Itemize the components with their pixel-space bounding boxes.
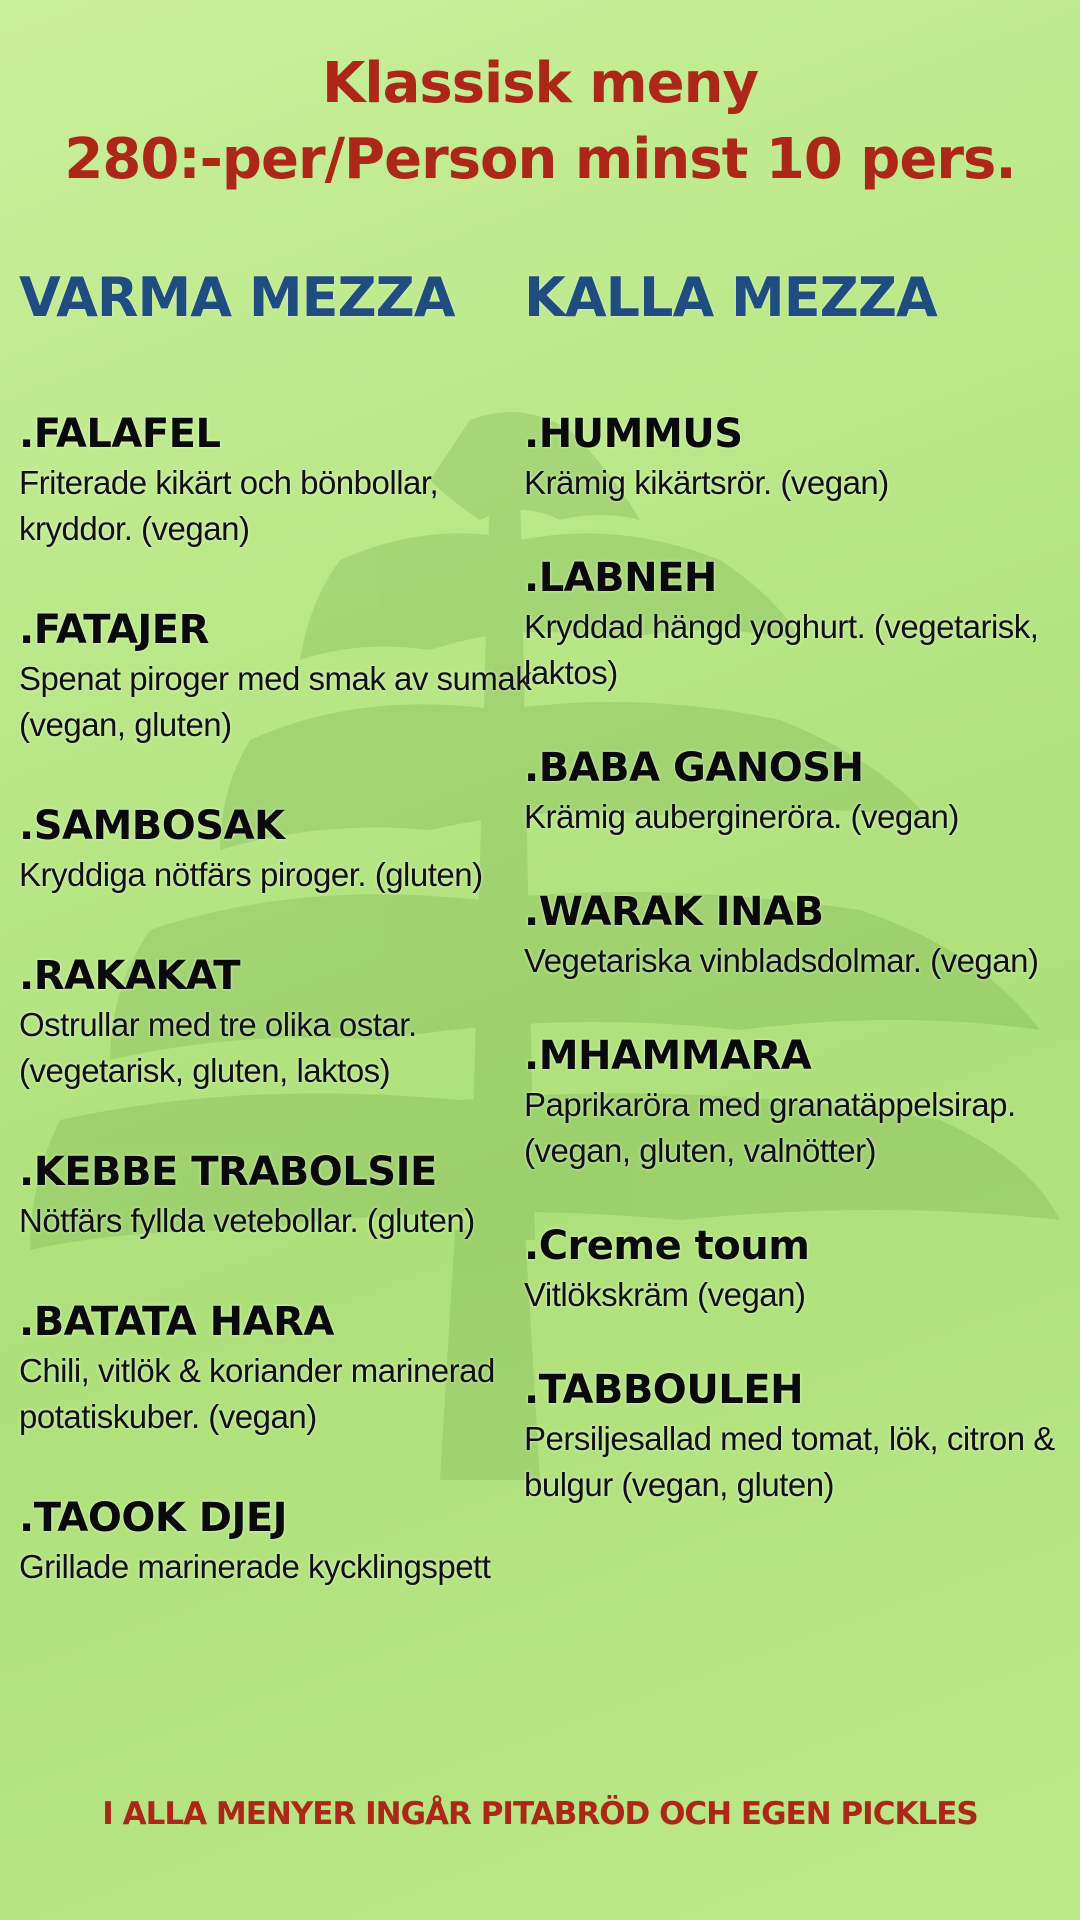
item-description: Paprikaröra med granatäppelsirap. (vegan, gluten, valnötter) — [524, 1086, 1016, 1169]
menu-title: Klassisk meny — [321, 51, 758, 116]
item-name: .BABA GANOSH — [524, 745, 864, 791]
item-name: .LABNEH — [524, 555, 717, 601]
item-description: Ostrullar med tre olika ostar. (vegetarisk, gluten, laktos) — [19, 1006, 417, 1089]
item-name: .WARAK INAB — [524, 889, 824, 935]
item-description: Chili, vitlök & koriander marinerad potatiskuber. (vegan) — [19, 1352, 495, 1435]
item-description: Kryddad hängd yoghurt. (vegetarisk, laktos) — [524, 608, 1039, 691]
cold-mezza-heading: KALLA MEZZA — [524, 266, 937, 329]
item-description: Nötfärs fyllda vetebollar. (gluten) — [19, 1202, 475, 1239]
menu-item — [19, 408, 539, 552]
price-line: 280:-per/Person minst 10 pers. — [64, 127, 1016, 192]
item-description: Krämig aubergineröra. (vegan) — [524, 798, 959, 835]
item-name: .FALAFEL — [19, 411, 221, 457]
item-name: .FATAJER — [19, 607, 209, 653]
menu-item — [524, 886, 1064, 984]
item-description: Spenat piroger med smak av sumak (vegan, gluten) — [19, 660, 532, 743]
item-name: .TABBOULEH — [524, 1367, 804, 1413]
menu-item — [524, 408, 1064, 506]
item-name: .BATATA HARA — [19, 1299, 334, 1345]
menu-item — [19, 800, 539, 898]
menu-item — [524, 552, 1064, 696]
menu-item — [19, 1296, 539, 1440]
item-description: Persiljesallad med tomat, lök, citron & bulgur (vegan, gluten) — [524, 1420, 1055, 1503]
menu-item — [524, 1220, 1064, 1318]
item-name: .Creme toum — [524, 1223, 810, 1269]
menu-item — [19, 604, 539, 748]
item-description: Grillade marinerade kycklingspett — [19, 1548, 491, 1585]
item-description: Vitlökskräm (vegan) — [524, 1276, 806, 1313]
footer-note: I ALLA MENYER INGÅR PITABRÖD OCH EGEN PICKLES — [102, 1796, 978, 1832]
menu-item — [524, 742, 1064, 840]
menu-item — [19, 1146, 539, 1244]
item-name: .SAMBOSAK — [19, 803, 285, 849]
item-description: Friterade kikärt och bönbollar, kryddor. (vegan) — [19, 464, 439, 547]
item-name: .TAOOK DJEJ — [19, 1495, 288, 1541]
warm-mezza-column — [19, 258, 539, 1642]
item-name: .KEBBE TRABOLSIE — [19, 1149, 437, 1195]
item-description: Krämig kikärtsrör. (vegan) — [524, 464, 889, 501]
cold-mezza-column — [524, 258, 1064, 1554]
item-name: .HUMMUS — [524, 411, 743, 457]
item-name: .MHAMMARA — [524, 1033, 812, 1079]
warm-mezza-heading: VARMA MEZZA — [19, 266, 455, 329]
item-name: .RAKAKAT — [19, 953, 241, 999]
menu-item — [19, 950, 539, 1094]
item-description: Kryddiga nötfärs piroger. (gluten) — [19, 856, 483, 893]
menu-item — [524, 1030, 1064, 1174]
menu-item — [19, 1492, 539, 1590]
menu-item — [524, 1364, 1064, 1508]
item-description: Vegetariska vinbladsdolmar. (vegan) — [524, 942, 1039, 979]
